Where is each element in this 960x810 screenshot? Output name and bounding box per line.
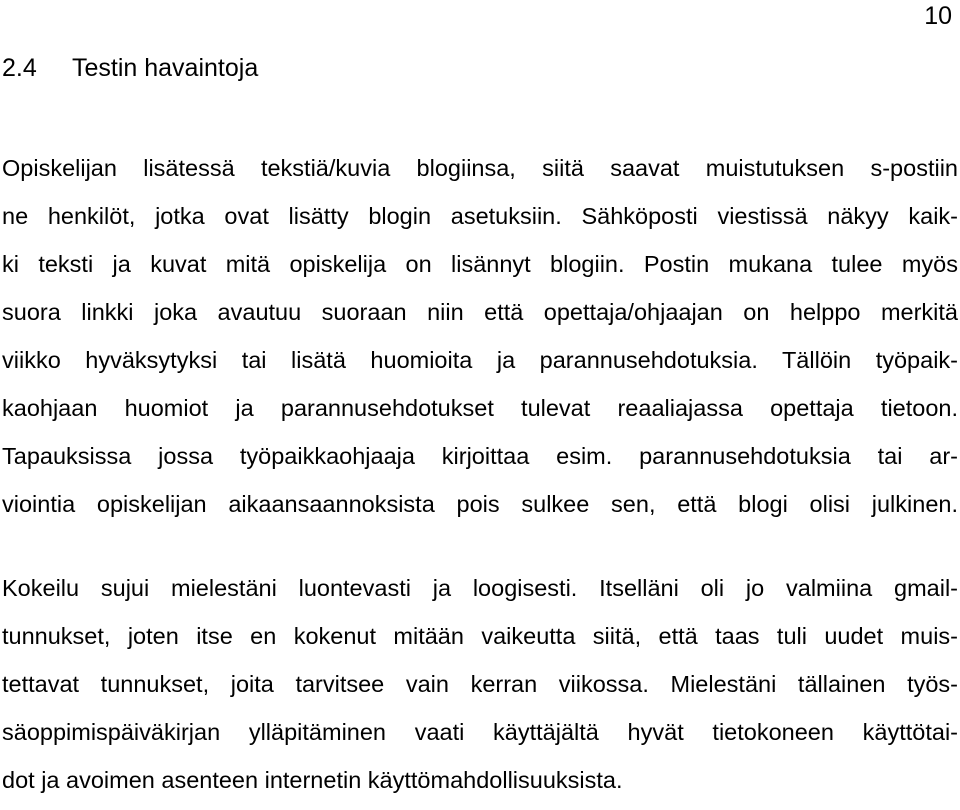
paragraph-line: Kokeilu sujui mielestäni luontevasti ja loogisesti. Itselläni oli jo valmiina gmail- — [2, 575, 958, 601]
paragraph-line: tettavat tunnukset, joita tarvitsee vain kerran viikossa. Mielestäni tällainen työs- — [2, 671, 958, 697]
page-number: 10 — [924, 2, 952, 30]
paragraph-line: Opiskelijan lisätessä tekstiä/kuvia blogiinsa, siitä saavat muistutuksen s-postiin — [2, 155, 958, 181]
section-number: 2.4 — [2, 54, 37, 82]
paragraph-line: suora linkki joka avautuu suoraan niin että opettaja/ohjaajan on helppo merkitä — [2, 299, 958, 325]
paragraph-line: ki teksti ja kuvat mitä opiskelija on lisännyt blogiin. Postin mukana tulee myös — [2, 251, 958, 277]
paragraph-blog-notifications — [2, 150, 958, 534]
paragraph-line: kaohjaan huomiot ja parannusehdotukset tulevat reaaliajassa opettaja tietoon. — [2, 395, 958, 421]
paragraph-experience — [2, 570, 958, 810]
paragraph-line: Tapauksissa jossa työpaikkaohjaaja kirjoittaa esim. parannusehdotuksia tai ar- — [2, 443, 958, 469]
section-heading — [2, 52, 258, 84]
paragraph-line: ne henkilöt, jotka ovat lisätty blogin asetuksiin. Sähköposti viestissä näkyy kaik- — [2, 203, 958, 229]
paragraph-line: viointia opiskelijan aikaansaannoksista pois sulkee sen, että blogi olisi julkinen. — [2, 491, 958, 517]
paragraph-line: säoppimispäiväkirjan ylläpitäminen vaati käyttäjältä hyvät tietokoneen käyttötai- — [2, 719, 958, 745]
paragraph-line: dot ja avoimen asenteen internetin käyttömahdollisuuksista. — [2, 767, 623, 793]
section-title: Testin havaintoja — [72, 54, 259, 82]
paragraph-line: tunnukset, joten itse en kokenut mitään vaikeutta siitä, että taas tuli uudet muis- — [2, 623, 958, 649]
paragraph-line: viikko hyväksytyksi tai lisätä huomioita ja parannusehdotuksia. Tällöin työpaik- — [2, 347, 958, 373]
